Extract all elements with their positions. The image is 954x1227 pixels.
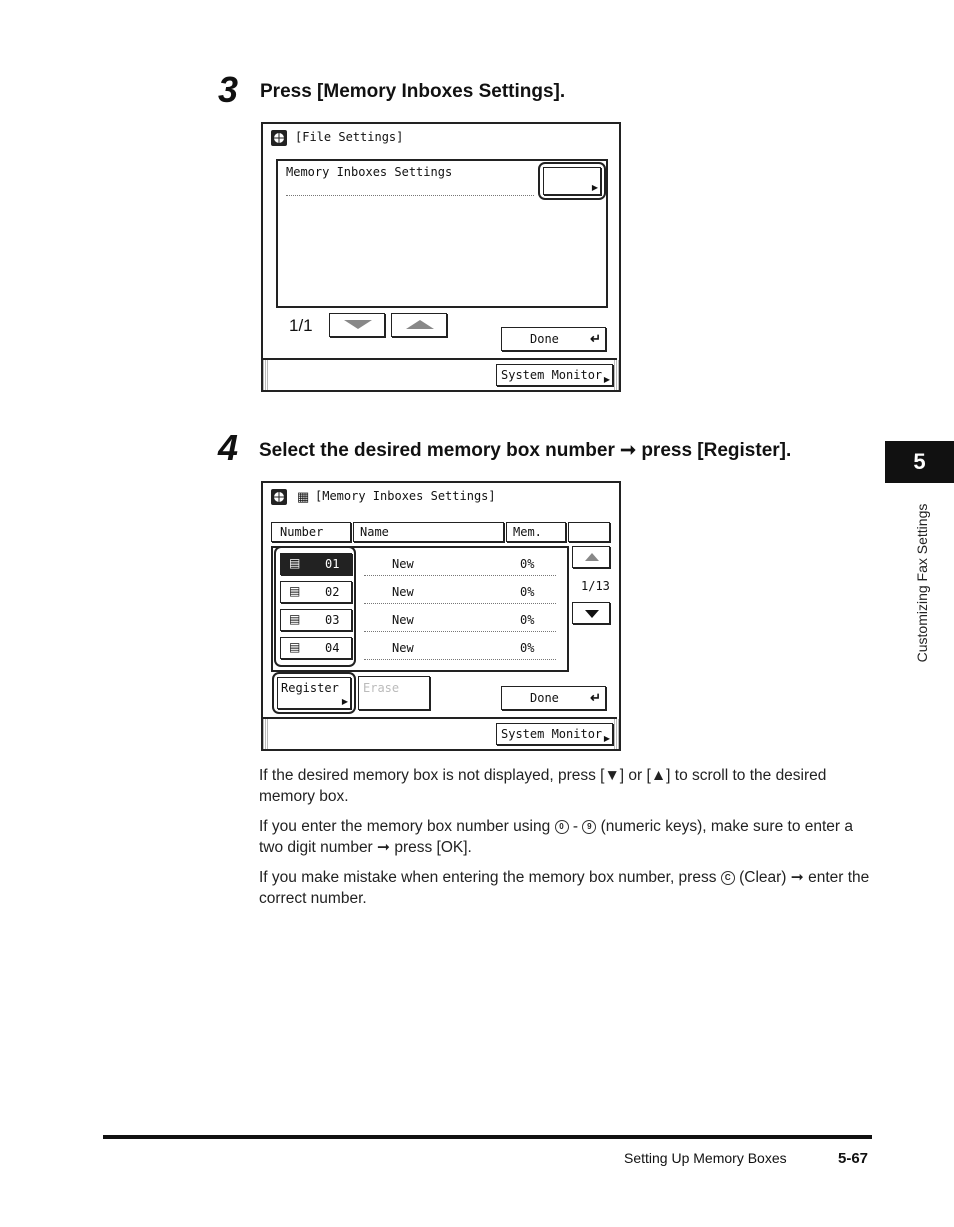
- screen-title: [File Settings]: [295, 130, 404, 144]
- column-number: Number: [271, 522, 351, 542]
- system-monitor-label: System Monitor: [501, 368, 603, 382]
- return-icon: ↵: [590, 331, 601, 346]
- triangle-up-icon: [406, 320, 434, 330]
- key-0-icon: 0: [555, 820, 569, 834]
- arrow-right-icon: ➞: [790, 869, 804, 886]
- box-mem: 0%: [520, 585, 535, 599]
- footer-section: Setting Up Memory Boxes: [624, 1150, 787, 1166]
- box-number-button-03[interactable]: [280, 609, 352, 631]
- box-number: 03: [325, 613, 340, 627]
- list-item-label: Memory Inboxes Settings: [286, 165, 453, 179]
- done-button[interactable]: [501, 327, 606, 351]
- box-name: New: [392, 557, 414, 571]
- return-icon: ↵: [590, 690, 601, 705]
- globe-icon: [271, 130, 287, 146]
- erase-button[interactable]: [358, 676, 430, 710]
- inbox-icon: ▦: [297, 489, 310, 504]
- done-label: Done: [530, 332, 559, 346]
- done-button[interactable]: [501, 686, 606, 710]
- key-9-icon: 9: [582, 820, 596, 834]
- triangle-down-icon: [344, 320, 372, 330]
- inbox-icon: ▤: [289, 612, 301, 626]
- register-label: Register: [281, 681, 339, 695]
- register-button-highlight: [272, 672, 356, 714]
- box-mem: 0%: [520, 613, 535, 627]
- step-number: 4: [218, 427, 239, 468]
- arrow-right-icon: ▶: [603, 375, 610, 384]
- step-heading: [259, 440, 791, 462]
- triangle-up-icon: [585, 553, 599, 561]
- box-name: New: [392, 641, 414, 655]
- arrow-right-icon: ▶: [603, 734, 610, 743]
- box-number: 02: [325, 585, 340, 599]
- box-number: 01: [325, 557, 340, 571]
- note-clear-key: [259, 867, 871, 909]
- step-number: 3: [218, 69, 239, 110]
- arrow-right-icon: ➞: [620, 440, 637, 461]
- note-text: -: [568, 818, 583, 835]
- system-monitor-button[interactable]: [496, 723, 613, 745]
- box-info: [364, 613, 556, 632]
- column-mem: Mem.: [506, 522, 566, 542]
- step-heading: Press [Memory Inboxes Settings].: [260, 81, 566, 102]
- step-heading-a: Select the desired memory box number: [259, 440, 621, 461]
- memory-inboxes-settings-screen: [261, 481, 621, 751]
- chapter-tab: 5: [885, 441, 954, 483]
- box-number-button-04[interactable]: [280, 637, 352, 659]
- memory-inboxes-settings-button[interactable]: [543, 167, 601, 195]
- box-name: New: [392, 585, 414, 599]
- note-text: If you enter the memory box number using: [259, 818, 555, 835]
- note-numeric-keys: [259, 816, 871, 858]
- box-mem: 0%: [520, 557, 535, 571]
- box-number-button-02[interactable]: [280, 581, 352, 603]
- step-heading-b: press [Register].: [636, 440, 792, 461]
- scroll-down-button[interactable]: [329, 313, 385, 337]
- list-item[interactable]: [286, 165, 534, 196]
- scroll-up-button[interactable]: [391, 313, 447, 337]
- box-info: [364, 557, 556, 576]
- column-blank: [568, 522, 610, 542]
- footer-rule: [103, 1135, 872, 1139]
- clear-key-icon: C: [721, 871, 735, 885]
- chapter-label-wrap: [913, 487, 931, 679]
- box-info: [364, 585, 556, 604]
- box-name: New: [392, 613, 414, 627]
- scroll-up-button[interactable]: [572, 546, 610, 568]
- box-number: 04: [325, 641, 340, 655]
- note-text: (Clear): [734, 869, 791, 886]
- arrow-right-icon: ▶: [591, 183, 598, 192]
- box-number-button-01[interactable]: [280, 553, 352, 575]
- system-monitor-button[interactable]: [496, 364, 613, 386]
- chapter-label: Customizing Fax Settings: [914, 503, 930, 663]
- system-monitor-label: System Monitor: [501, 727, 603, 741]
- settings-list: [276, 159, 608, 308]
- note-text: enter the correct number.: [259, 869, 870, 907]
- note-scroll: If the desired memory box is not displayed, press [▼] or [▲] to scroll to the desired memory box.: [259, 767, 827, 805]
- box-mem: 0%: [520, 641, 535, 655]
- page-number: 5-67: [838, 1150, 869, 1167]
- inbox-icon: ▤: [289, 640, 301, 654]
- erase-label: Erase: [363, 681, 400, 695]
- item-button-highlight: [538, 162, 606, 200]
- column-name: Name: [353, 522, 504, 542]
- file-settings-screen: [261, 122, 621, 392]
- scroll-down-button[interactable]: [572, 602, 610, 624]
- box-info: [364, 641, 556, 660]
- arrow-right-icon: ▶: [341, 697, 348, 706]
- triangle-down-icon: [585, 610, 599, 618]
- note-text: If you make mistake when entering the memory box number, press: [259, 869, 721, 886]
- page-indicator: 1/13: [581, 579, 610, 593]
- done-label: Done: [530, 691, 559, 705]
- inbox-icon: ▤: [289, 556, 301, 570]
- inbox-icon: ▤: [289, 584, 301, 598]
- arrow-right-icon: ➞: [377, 839, 391, 856]
- page-indicator: 1/1: [289, 316, 313, 335]
- note-text: press [OK].: [390, 839, 472, 856]
- screen-title: [Memory Inboxes Settings]: [315, 489, 496, 503]
- globe-icon: [271, 489, 287, 505]
- note-text: (numeric keys), make sure to enter a two digit number: [259, 818, 854, 856]
- register-button[interactable]: [277, 677, 351, 709]
